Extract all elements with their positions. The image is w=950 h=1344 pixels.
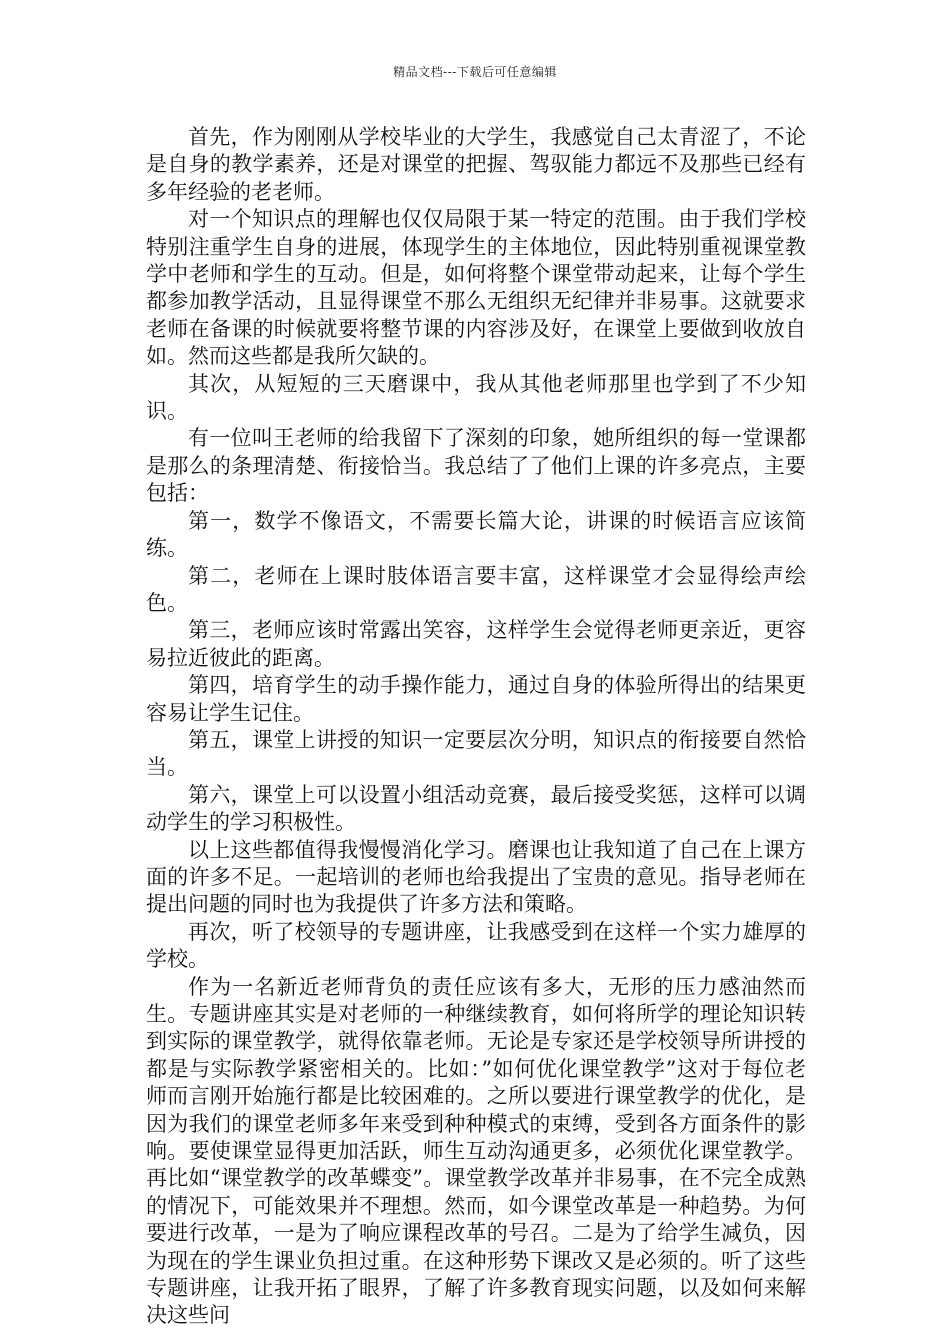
paragraph: 作为一名新近老师背负的责任应该有多大，无形的压力感油然而生。专题讲座其实是对老师的一种继续教育，如何将所学的理论知识转到实际的课堂教学，就得依靠老师。无论是专家还是学校领导所讲授的都是与实际教学紧密相关的。比如：”如何优化课堂教学”这对于每位老师而言刚开始施行都是比较困难的。之所以要进行课堂教学的优化，是因为我们的课堂老师多年来受到种种模式的束缚，受到各方面条件的影响。要使课堂显得更加活跃，师生互动沟通更多，必须优化课堂教学。再比如“课堂教学的改革蝶变”。课堂教学改革并非易事，在不完全成熟的情况下，可能效果并不理想。然而，如今课堂改革是一种趋势。为何要进行改革，一是为了响应课程改革的号召。二是为了给学生减负，因为现在的学生课业负担过重。在这种形势下课改又是必须的。听了这些专题讲座，让我开拓了眼界，了解了许多教育现实问题，以及如何来解决这些问 — [146, 974, 806, 1328]
paragraph: 以上这些都值得我慢慢消化学习。磨课也让我知道了自己在上课方面的许多不足。一起培训的老师也给我提出了宝贵的意见。指导老师在提出问题的同时也为我提供了许多方法和策略。 — [146, 837, 806, 917]
document-body — [146, 124, 806, 1330]
paragraph: 第五，课堂上讲授的知识一定要层次分明，知识点的衔接要自然恰当。 — [146, 727, 806, 780]
paragraph: 再次，听了校领导的专题讲座，让我感受到在这样一个实力雄厚的学校。 — [146, 919, 806, 972]
paragraph: 首先，作为刚刚从学校毕业的大学生，我感觉自己太青涩了，不论是自身的教学素养，还是对课堂的把握、驾驭能力都远不及那些已经有多年经验的老老师。 — [146, 125, 806, 204]
page-header: 精品文档---下载后可任意编辑 — [393, 65, 557, 79]
paragraph: 第六，课堂上可以设置小组活动竞赛，最后接受奖惩，这样可以调动学生的学习积极性。 — [146, 782, 806, 835]
paragraph: 有一位叫王老师的给我留下了深刻的印象，她所组织的每一堂课都是那么的条理清楚、衔接恰当。我总结了了他们上课的许多亮点，主要包括： — [146, 426, 806, 506]
paragraph: 其次，从短短的三天磨课中，我从其他老师那里也学到了不少知识。 — [146, 371, 806, 424]
paragraph: 第四，培育学生的动手操作能力，通过自身的体验所得出的结果更容易让学生记住。 — [146, 673, 806, 725]
paragraph: 第二，老师在上课时肢体语言要丰富，这样课堂才会显得绘声绘色。 — [146, 563, 806, 615]
paragraph: 对一个知识点的理解也仅仅局限于某一特定的范围。由于我们学校特别注重学生自身的进展，体现学生的主体地位，因此特别重视课堂教学中老师和学生的互动。但是，如何将整个课堂带动起来，让每个学生都参加教学活动，且显得课堂不那么无组织无纪律并非易事。这就要求老师在备课的时候就要将整节课的内容涉及好，在课堂上要做到收放自如。然而这些都是我所欠缺的。 — [146, 207, 806, 369]
paragraph: 第三，老师应该时常露出笑容，这样学生会觉得老师更亲近，更容易拉近彼此的距离。 — [146, 618, 806, 670]
paragraph: 第一，数学不像语文，不需要长篇大论，讲课的时候语言应该简练。 — [146, 508, 806, 561]
